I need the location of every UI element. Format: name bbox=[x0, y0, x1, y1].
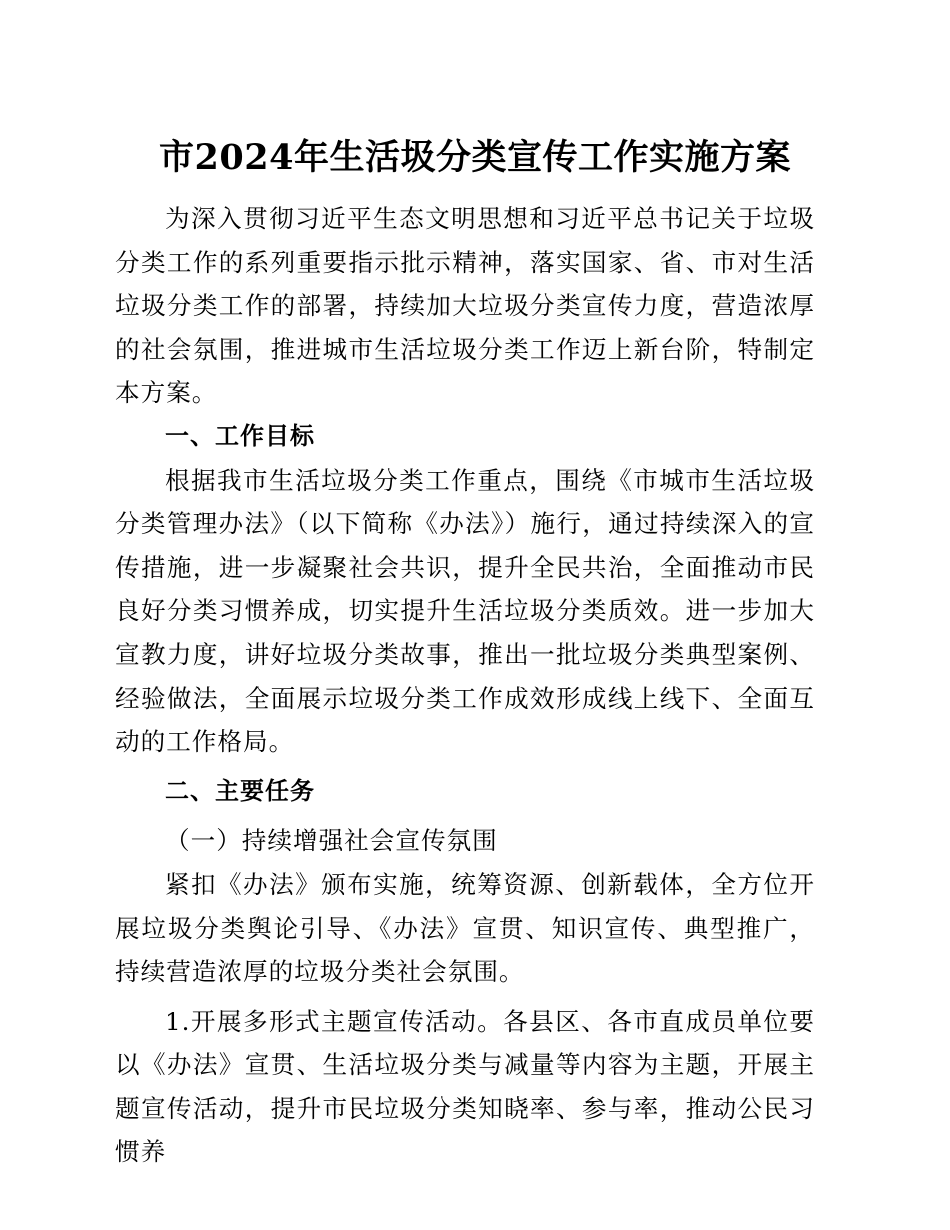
subsection-heading: （一）持续增强社会宣传氛围 bbox=[165, 826, 498, 856]
document-title: 市2024年生活圾分类宣传工作实施方案 bbox=[159, 137, 791, 178]
item-paragraph: 1.开展多形式主题宣传活动。各县区、各市直成员单位要以《办法》宣贯、生活垃圾分类与减量等内容为主题，开展主题宣传活动，提升市民垃圾分类知晓率、参与率，推动公民习惯养 bbox=[115, 1006, 815, 1167]
subsection-paragraph: 紧扣《办法》颁布实施，统筹资源、创新载体，全方位开展垃圾分类舆论引导、《办法》宣贯、知识宣传、典型推广，持续营造浓厚的垃圾分类社会氛围。 bbox=[115, 869, 815, 987]
section-heading-goals: 一、工作目标 bbox=[165, 421, 315, 450]
document-body bbox=[115, 197, 815, 1174]
goals-paragraph: 根据我市生活垃圾分类工作重点，围绕《市城市生活垃圾分类管理办法》（以下简称《办法》）施行，通过持续深入的宣传措施，进一步凝聚社会共识，提升全民共治，全面推动市民良好分类习惯养成，切实提升生活垃圾分类质效。进一步加大宣教力度，讲好垃圾分类故事，推出一批垃圾分类典型案例、经验做法，全面展示垃圾分类工作成效形成线上线下、全面互动的工作格局。 bbox=[115, 465, 815, 757]
intro-paragraph: 为深入贯彻习近平生态文明思想和习近平总书记关于垃圾分类工作的系列重要指示批示精神，落实国家、省、市对生活垃圾分类工作的部署，持续加大垃圾分类宣传力度，营造浓厚的社会氛围，推进城市生活垃圾分类工作迈上新台阶，特制定本方案。 bbox=[115, 204, 815, 408]
section-heading-tasks: 二、主要任务 bbox=[165, 776, 315, 805]
